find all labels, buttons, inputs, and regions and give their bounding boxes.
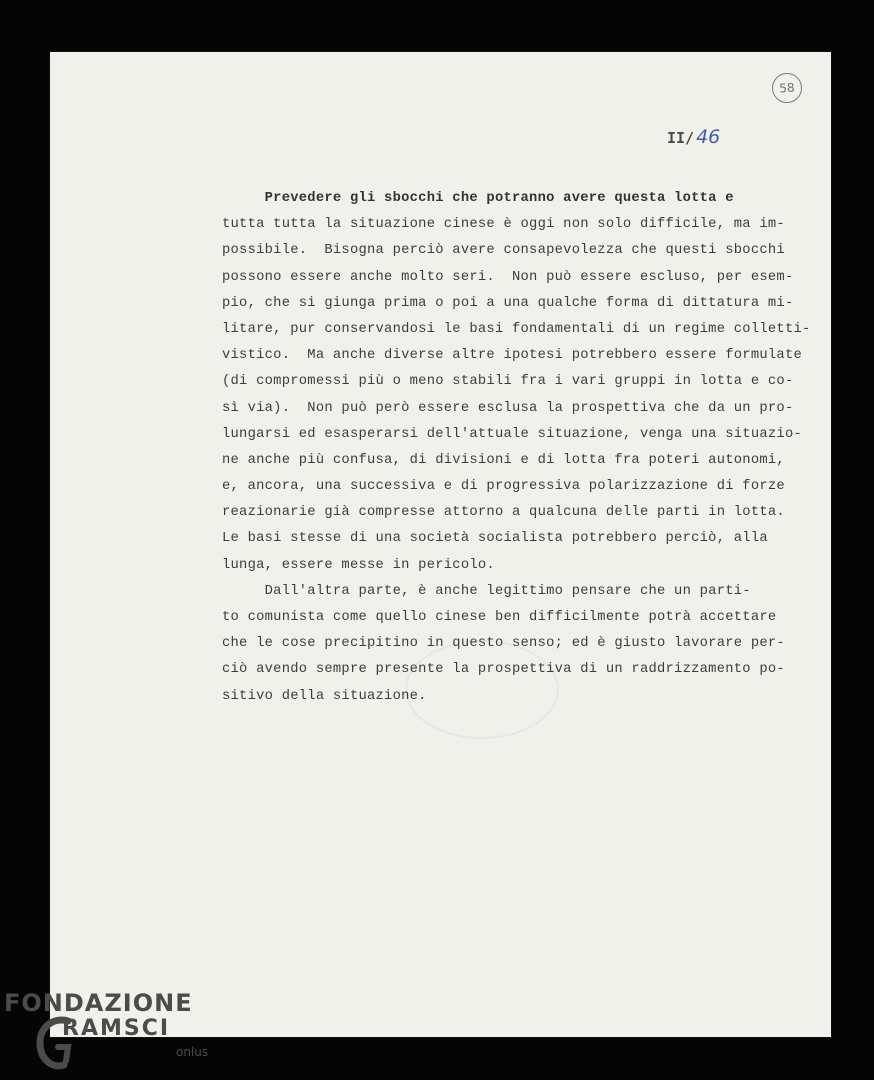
text-line: to comunista come quello cinese ben difficilmente potrà accettare — [222, 610, 777, 625]
text-line: e, ancora, una successiva e di progressiva polarizzazione di forze — [222, 479, 785, 495]
logo-line-onlus: onlus — [176, 1045, 209, 1059]
logo-line-gramsci: RAMSCI — [62, 1016, 171, 1041]
text-line: Le basi stesse di una società socialista potrebbero perciò, alla — [222, 531, 768, 547]
text-line: Dall'altra parte, è anche legittimo pensare che un parti- — [222, 583, 751, 599]
text-line: possibile. Bisogna perciò avere consapevolezza che questi sbocchi — [222, 243, 785, 259]
text-line: reazionarie già compresse attorno a qualcuna delle parti in lotta. — [222, 505, 785, 521]
text-line: pio, che si giunga prima o poi a una qualche forma di dittatura mi- — [222, 295, 794, 311]
circled-page-number: 58 — [771, 72, 803, 104]
text-line: Prevedere gli sbocchi che potranno avere questa lotta e — [222, 191, 734, 206]
folio-typed: II/ — [667, 129, 695, 147]
folio-number — [667, 126, 720, 148]
logo-line-fondazione: FONDAZIONE — [4, 989, 193, 1017]
text-line: possono essere anche molto seri. Non può essere escluso, per esem- — [222, 269, 794, 285]
folio-handwritten: 46 — [696, 126, 721, 148]
text-line: lunga, essere messe in pericolo. — [222, 557, 495, 573]
text-line: sitivo della situazione. — [222, 688, 427, 704]
text-line: tutta tutta la situazione cinese è oggi non solo difficile, ma im- — [222, 217, 785, 233]
text-line: litare, pur conservandosi le basi fondamentali di un regime colletti- — [222, 321, 811, 337]
text-line: sì via). Non può però essere esclusa la prospettiva che da un pro- — [222, 400, 794, 416]
fondazione-gramsci-logo — [0, 985, 230, 1080]
text-line: vistico. Ma anche diverse altre ipotesi potrebbero essere formulate — [222, 348, 803, 364]
text-line: (di compromessi più o meno stabili fra i vari gruppi in lotta e co- — [222, 374, 794, 390]
text-line: che le cose precipitino in questo senso; ed è giusto lavorare per- — [222, 636, 785, 652]
text-line: ne anche più confusa, di divisioni e di lotta fra poteri autonomi, — [222, 452, 785, 468]
text-line: lungarsi ed esasperarsi dell'attuale situazione, venga una situazio- — [222, 426, 803, 442]
typed-body-text — [222, 186, 822, 710]
text-line: ciò avendo sempre presente la prospettiva di un raddrizzamento po- — [222, 662, 785, 678]
